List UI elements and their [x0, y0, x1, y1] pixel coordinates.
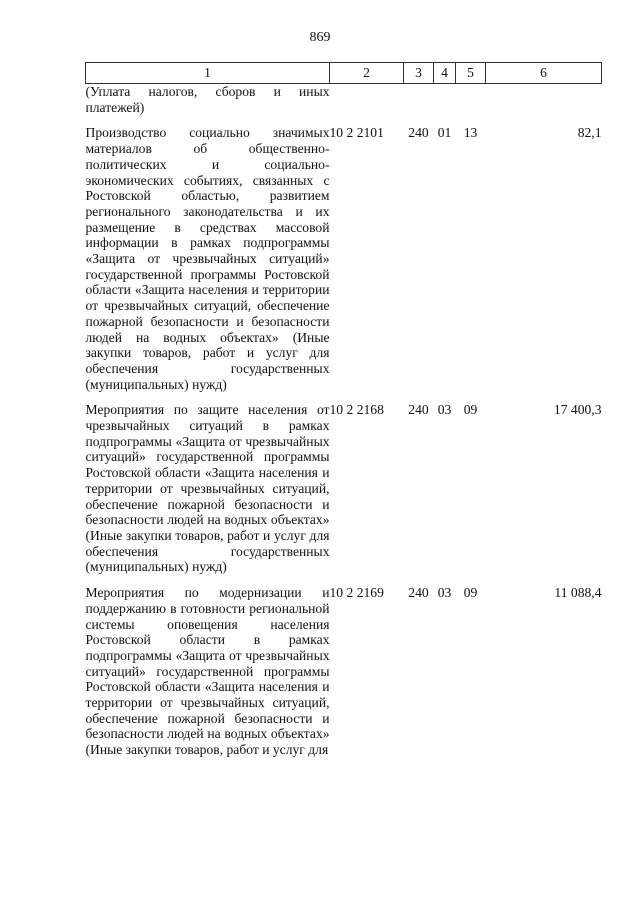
column-header-amount: 6 [486, 63, 602, 84]
column-header-vr: 3 [404, 63, 434, 84]
row-pr [456, 84, 486, 116]
row-code: 10 2 2168 [329, 402, 384, 418]
row-spacer [86, 392, 602, 402]
row-amount: 82,1 [577, 125, 602, 141]
row-vr [404, 84, 434, 116]
row-vr: 240 [408, 125, 429, 141]
row-rz [434, 84, 456, 116]
row-amount: 17 400,3 [553, 402, 602, 418]
row-vr: 240 [408, 402, 429, 418]
row-code: 10 2 2101 [329, 125, 384, 141]
row-spacer [86, 575, 602, 585]
table-row [86, 84, 602, 116]
table-row [86, 402, 602, 575]
budget-table [85, 62, 602, 758]
row-description: Мероприятия по защите населения от чрезвычайных ситуаций в рамках подпрограммы «Защита от чрезвычайных ситуаций» государственной программы Ростовской области «Защита населения и территории от чрезвычайных ситуаций, обеспечение пожарной безопасности и безопасности людей на водных объектах» (Иные закупки товаров, работ и услуг для обеспечения государственных (муниципальных) нужд) [85, 402, 330, 575]
row-amount: 11 088,4 [554, 585, 602, 601]
row-rz: 03 [437, 585, 452, 601]
column-header-rz: 4 [434, 63, 456, 84]
row-rz: 01 [437, 125, 452, 141]
row-pr: 09 [463, 402, 478, 418]
page-number: 869 [309, 30, 331, 45]
column-header-description: 1 [86, 63, 330, 84]
table-row [86, 125, 602, 392]
row-vr: 240 [408, 585, 429, 601]
column-header-pr: 5 [456, 63, 486, 84]
row-description: (Уплата налогов, сборов и иных платежей) [85, 84, 330, 115]
table-header-row [86, 63, 602, 84]
row-code [330, 84, 404, 116]
row-code: 10 2 2169 [329, 585, 384, 601]
row-spacer [86, 115, 602, 125]
row-description: Мероприятия по модернизации и поддержанию в готовности региональной системы оповещения населения Ростовской области в рамках подпрограммы «Защита от чрезвычайных ситуаций» государственной программы Ростовской области «Защита населения и территории от чрезвычайных ситуаций, обеспечение пожарной безопасности и безопасности людей на водных объектах» (Иные закупки товаров, работ и услуг для [85, 585, 330, 758]
column-header-code: 2 [330, 63, 404, 84]
row-rz: 03 [437, 402, 452, 418]
row-pr: 09 [463, 585, 478, 601]
row-description: Производство социально значимых материалов об общественно-политических и социально-экономических событиях, связанных с Ростовской областью, развитием регионального законодательства и их размещение в средствах массовой информации в рамках подпрограммы «Защита от чрезвычайных ситуаций» государственной программы Ростовской области «Защита населения и территории от чрезвычайных ситуаций, обеспечение пожарной безопасности и безопасности людей на водных объектах» (Иные закупки товаров, работ и услуг для обеспечения государственных (муниципальных) нужд) [85, 125, 330, 392]
row-amount [486, 84, 602, 116]
table-row [86, 585, 602, 758]
row-pr: 13 [463, 125, 478, 141]
